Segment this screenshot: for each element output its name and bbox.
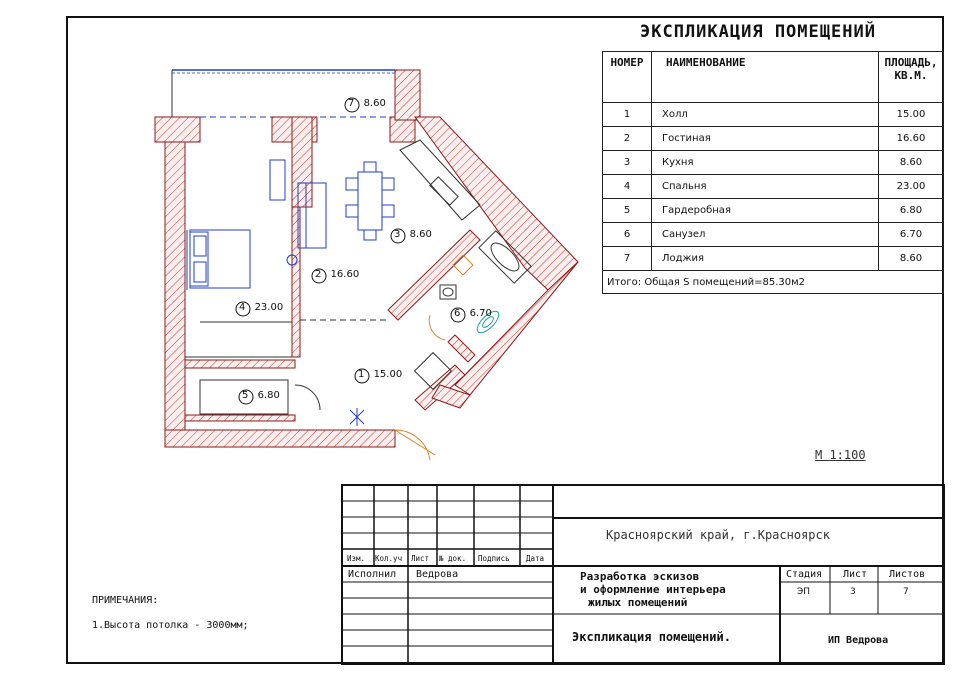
col-date: Дата — [526, 554, 545, 563]
header-area: ПЛОЩАДЬ, КВ.М. — [879, 52, 944, 103]
room-area: 6.80 — [257, 390, 280, 401]
company-name: ИП Ведрова — [828, 635, 889, 646]
table-row: 7 Лоджия 8.60 — [603, 247, 944, 271]
room-area: 23.00 — [254, 302, 284, 313]
author-name: Ведрова — [416, 569, 459, 580]
header-number: НОМЕР — [603, 52, 652, 103]
scale-label: М 1:100 — [815, 448, 866, 462]
room-number: 3 — [394, 229, 401, 240]
table-row: 6 Санузел 6.70 — [603, 223, 944, 247]
room-area: 16.60 — [330, 269, 360, 280]
room-area: 8.60 — [409, 229, 432, 240]
stage-header: Стадия — [786, 569, 823, 580]
room-number: 4 — [239, 302, 246, 313]
location-text: Красноярский край, г.Красноярск — [606, 528, 830, 542]
room-area: 8.60 — [363, 98, 386, 109]
col-sheet: Лист — [411, 554, 430, 563]
drawing-title: Экспликация помещений. — [572, 630, 731, 644]
header-name: НАИМЕНОВАНИЕ — [652, 52, 879, 103]
col-rev: Изм. — [347, 554, 366, 563]
room-number: 1 — [358, 369, 365, 380]
col-signature: Подпись — [478, 554, 510, 563]
table-row: 1 Холл 15.00 — [603, 103, 944, 127]
sheets-header: Листов — [889, 569, 926, 580]
room-area: 6.70 — [469, 308, 492, 319]
project-title: Разработка эскизов и оформление интерьера жилых помещений — [580, 570, 726, 609]
table-row: 5 Гардеробная 6.80 — [603, 199, 944, 223]
notes-text: 1.Высота потолка - 3000мм; — [92, 620, 249, 631]
notes-heading: ПРИМЕЧАНИЯ: — [92, 595, 159, 606]
room-number: 5 — [242, 390, 249, 401]
schedule-total: Итого: Общая S помещений=85.30м2 — [603, 271, 944, 294]
room-area: 15.00 — [373, 369, 403, 380]
room-number: 2 — [315, 269, 322, 280]
room-number: 6 — [454, 308, 461, 319]
sheet-header: Лист — [843, 569, 868, 580]
col-doc: № док. — [439, 554, 467, 563]
sheets-value: 7 — [903, 587, 909, 597]
sheet-value: 3 — [850, 587, 856, 597]
table-row: 3 Кухня 8.60 — [603, 151, 944, 175]
stage-value: ЭП — [797, 587, 811, 597]
room-number: 7 — [348, 98, 355, 109]
schedule-title: ЭКСПЛИКАЦИЯ ПОМЕЩЕНИЙ — [640, 22, 876, 42]
col-qty: Кол.уч — [375, 554, 403, 563]
role-label: Исполнил — [348, 569, 397, 580]
table-row: 2 Гостиная 16.60 — [603, 127, 944, 151]
table-row: 4 Спальня 23.00 — [603, 175, 944, 199]
